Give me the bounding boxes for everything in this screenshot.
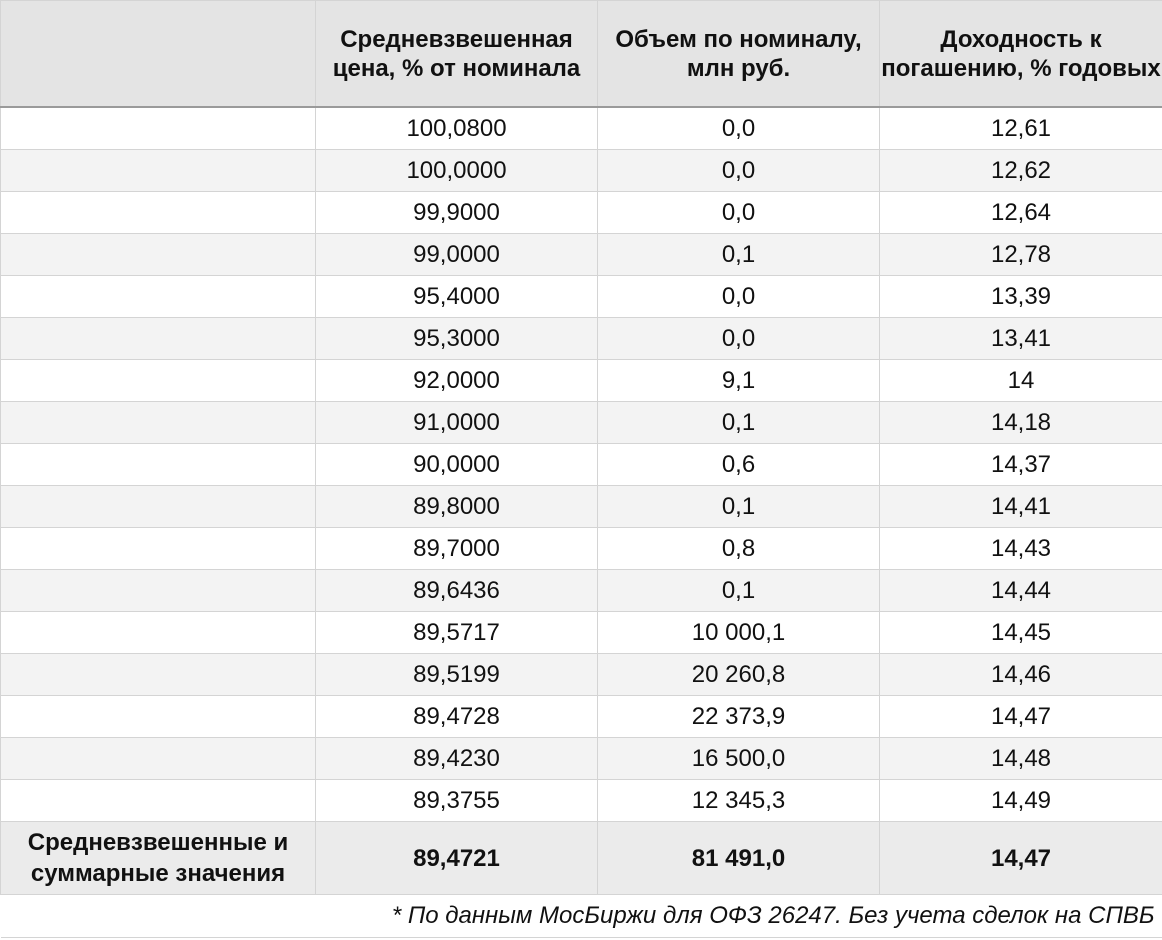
row-label [1, 276, 316, 318]
row-label [1, 360, 316, 402]
yield-cell: 14,47 [880, 696, 1162, 738]
table-row [1, 276, 1162, 318]
row-label [1, 612, 316, 654]
table-row [1, 780, 1162, 822]
table-row [1, 150, 1162, 192]
total-row [1, 822, 1162, 895]
volume-cell: 0,1 [598, 234, 880, 276]
price-cell: 91,0000 [316, 402, 598, 444]
row-label [1, 696, 316, 738]
volume-cell: 0,0 [598, 318, 880, 360]
row-label [1, 234, 316, 276]
price-cell: 100,0000 [316, 150, 598, 192]
yield-cell: 14,49 [880, 780, 1162, 822]
table-body [1, 107, 1162, 938]
volume-cell: 22 373,9 [598, 696, 880, 738]
row-label [1, 486, 316, 528]
volume-cell: 0,0 [598, 192, 880, 234]
header-yield: Доходность к погашению, % годовых [880, 1, 1162, 108]
header-price: Средневзвешенная цена, % от номинала [316, 1, 598, 108]
price-cell: 100,0800 [316, 107, 598, 150]
price-cell: 99,0000 [316, 234, 598, 276]
total-volume: 81 491,0 [598, 822, 880, 895]
table-row [1, 528, 1162, 570]
yield-cell: 14,43 [880, 528, 1162, 570]
volume-cell: 0,1 [598, 570, 880, 612]
volume-cell: 0,1 [598, 402, 880, 444]
row-label [1, 192, 316, 234]
price-cell: 89,4728 [316, 696, 598, 738]
price-cell: 95,3000 [316, 318, 598, 360]
yield-cell: 13,39 [880, 276, 1162, 318]
yield-cell: 14,37 [880, 444, 1162, 486]
table-row [1, 360, 1162, 402]
row-label [1, 528, 316, 570]
volume-cell: 10 000,1 [598, 612, 880, 654]
footnote-row [1, 895, 1162, 938]
price-cell: 89,6436 [316, 570, 598, 612]
header-row [1, 1, 1162, 108]
row-label [1, 107, 316, 150]
yield-cell: 14 [880, 360, 1162, 402]
price-cell: 89,5717 [316, 612, 598, 654]
total-yield: 14,47 [880, 822, 1162, 895]
table-row [1, 402, 1162, 444]
yield-cell: 12,78 [880, 234, 1162, 276]
yield-cell: 12,61 [880, 107, 1162, 150]
yield-cell: 12,62 [880, 150, 1162, 192]
table-row [1, 654, 1162, 696]
yield-cell: 14,44 [880, 570, 1162, 612]
table-header [1, 1, 1162, 108]
yield-cell: 14,45 [880, 612, 1162, 654]
row-label [1, 780, 316, 822]
yield-cell: 13,41 [880, 318, 1162, 360]
table-row [1, 318, 1162, 360]
table-row [1, 738, 1162, 780]
table-row [1, 486, 1162, 528]
row-label [1, 318, 316, 360]
yield-cell: 12,64 [880, 192, 1162, 234]
row-label [1, 150, 316, 192]
price-cell: 89,3755 [316, 780, 598, 822]
price-cell: 89,8000 [316, 486, 598, 528]
volume-cell: 9,1 [598, 360, 880, 402]
total-price: 89,4721 [316, 822, 598, 895]
price-cell: 90,0000 [316, 444, 598, 486]
yield-cell: 14,41 [880, 486, 1162, 528]
yield-cell: 14,18 [880, 402, 1162, 444]
header-volume: Объем по номиналу, млн руб. [598, 1, 880, 108]
price-cell: 92,0000 [316, 360, 598, 402]
header-empty-cell [1, 1, 316, 108]
yield-cell: 14,46 [880, 654, 1162, 696]
row-label [1, 444, 316, 486]
row-label [1, 738, 316, 780]
price-cell: 95,4000 [316, 276, 598, 318]
row-label [1, 570, 316, 612]
volume-cell: 16 500,0 [598, 738, 880, 780]
table-row [1, 107, 1162, 150]
table-row [1, 612, 1162, 654]
table-row [1, 444, 1162, 486]
volume-cell: 0,8 [598, 528, 880, 570]
price-cell: 89,5199 [316, 654, 598, 696]
volume-cell: 0,1 [598, 486, 880, 528]
volume-cell: 0,0 [598, 150, 880, 192]
table-row [1, 234, 1162, 276]
volume-cell: 0,6 [598, 444, 880, 486]
volume-cell: 0,0 [598, 276, 880, 318]
table-row [1, 570, 1162, 612]
volume-cell: 20 260,8 [598, 654, 880, 696]
price-cell: 99,9000 [316, 192, 598, 234]
table-row [1, 192, 1162, 234]
price-cell: 89,7000 [316, 528, 598, 570]
row-label [1, 402, 316, 444]
total-label: Средневзвешенные и суммарные значения [1, 822, 316, 895]
price-cell: 89,4230 [316, 738, 598, 780]
yield-cell: 14,48 [880, 738, 1162, 780]
table-row [1, 696, 1162, 738]
volume-cell: 12 345,3 [598, 780, 880, 822]
volume-cell: 0,0 [598, 107, 880, 150]
footnote: * По данным МосБиржи для ОФЗ 26247. Без учета сделок на СПВБ [1, 895, 1162, 938]
row-label [1, 654, 316, 696]
